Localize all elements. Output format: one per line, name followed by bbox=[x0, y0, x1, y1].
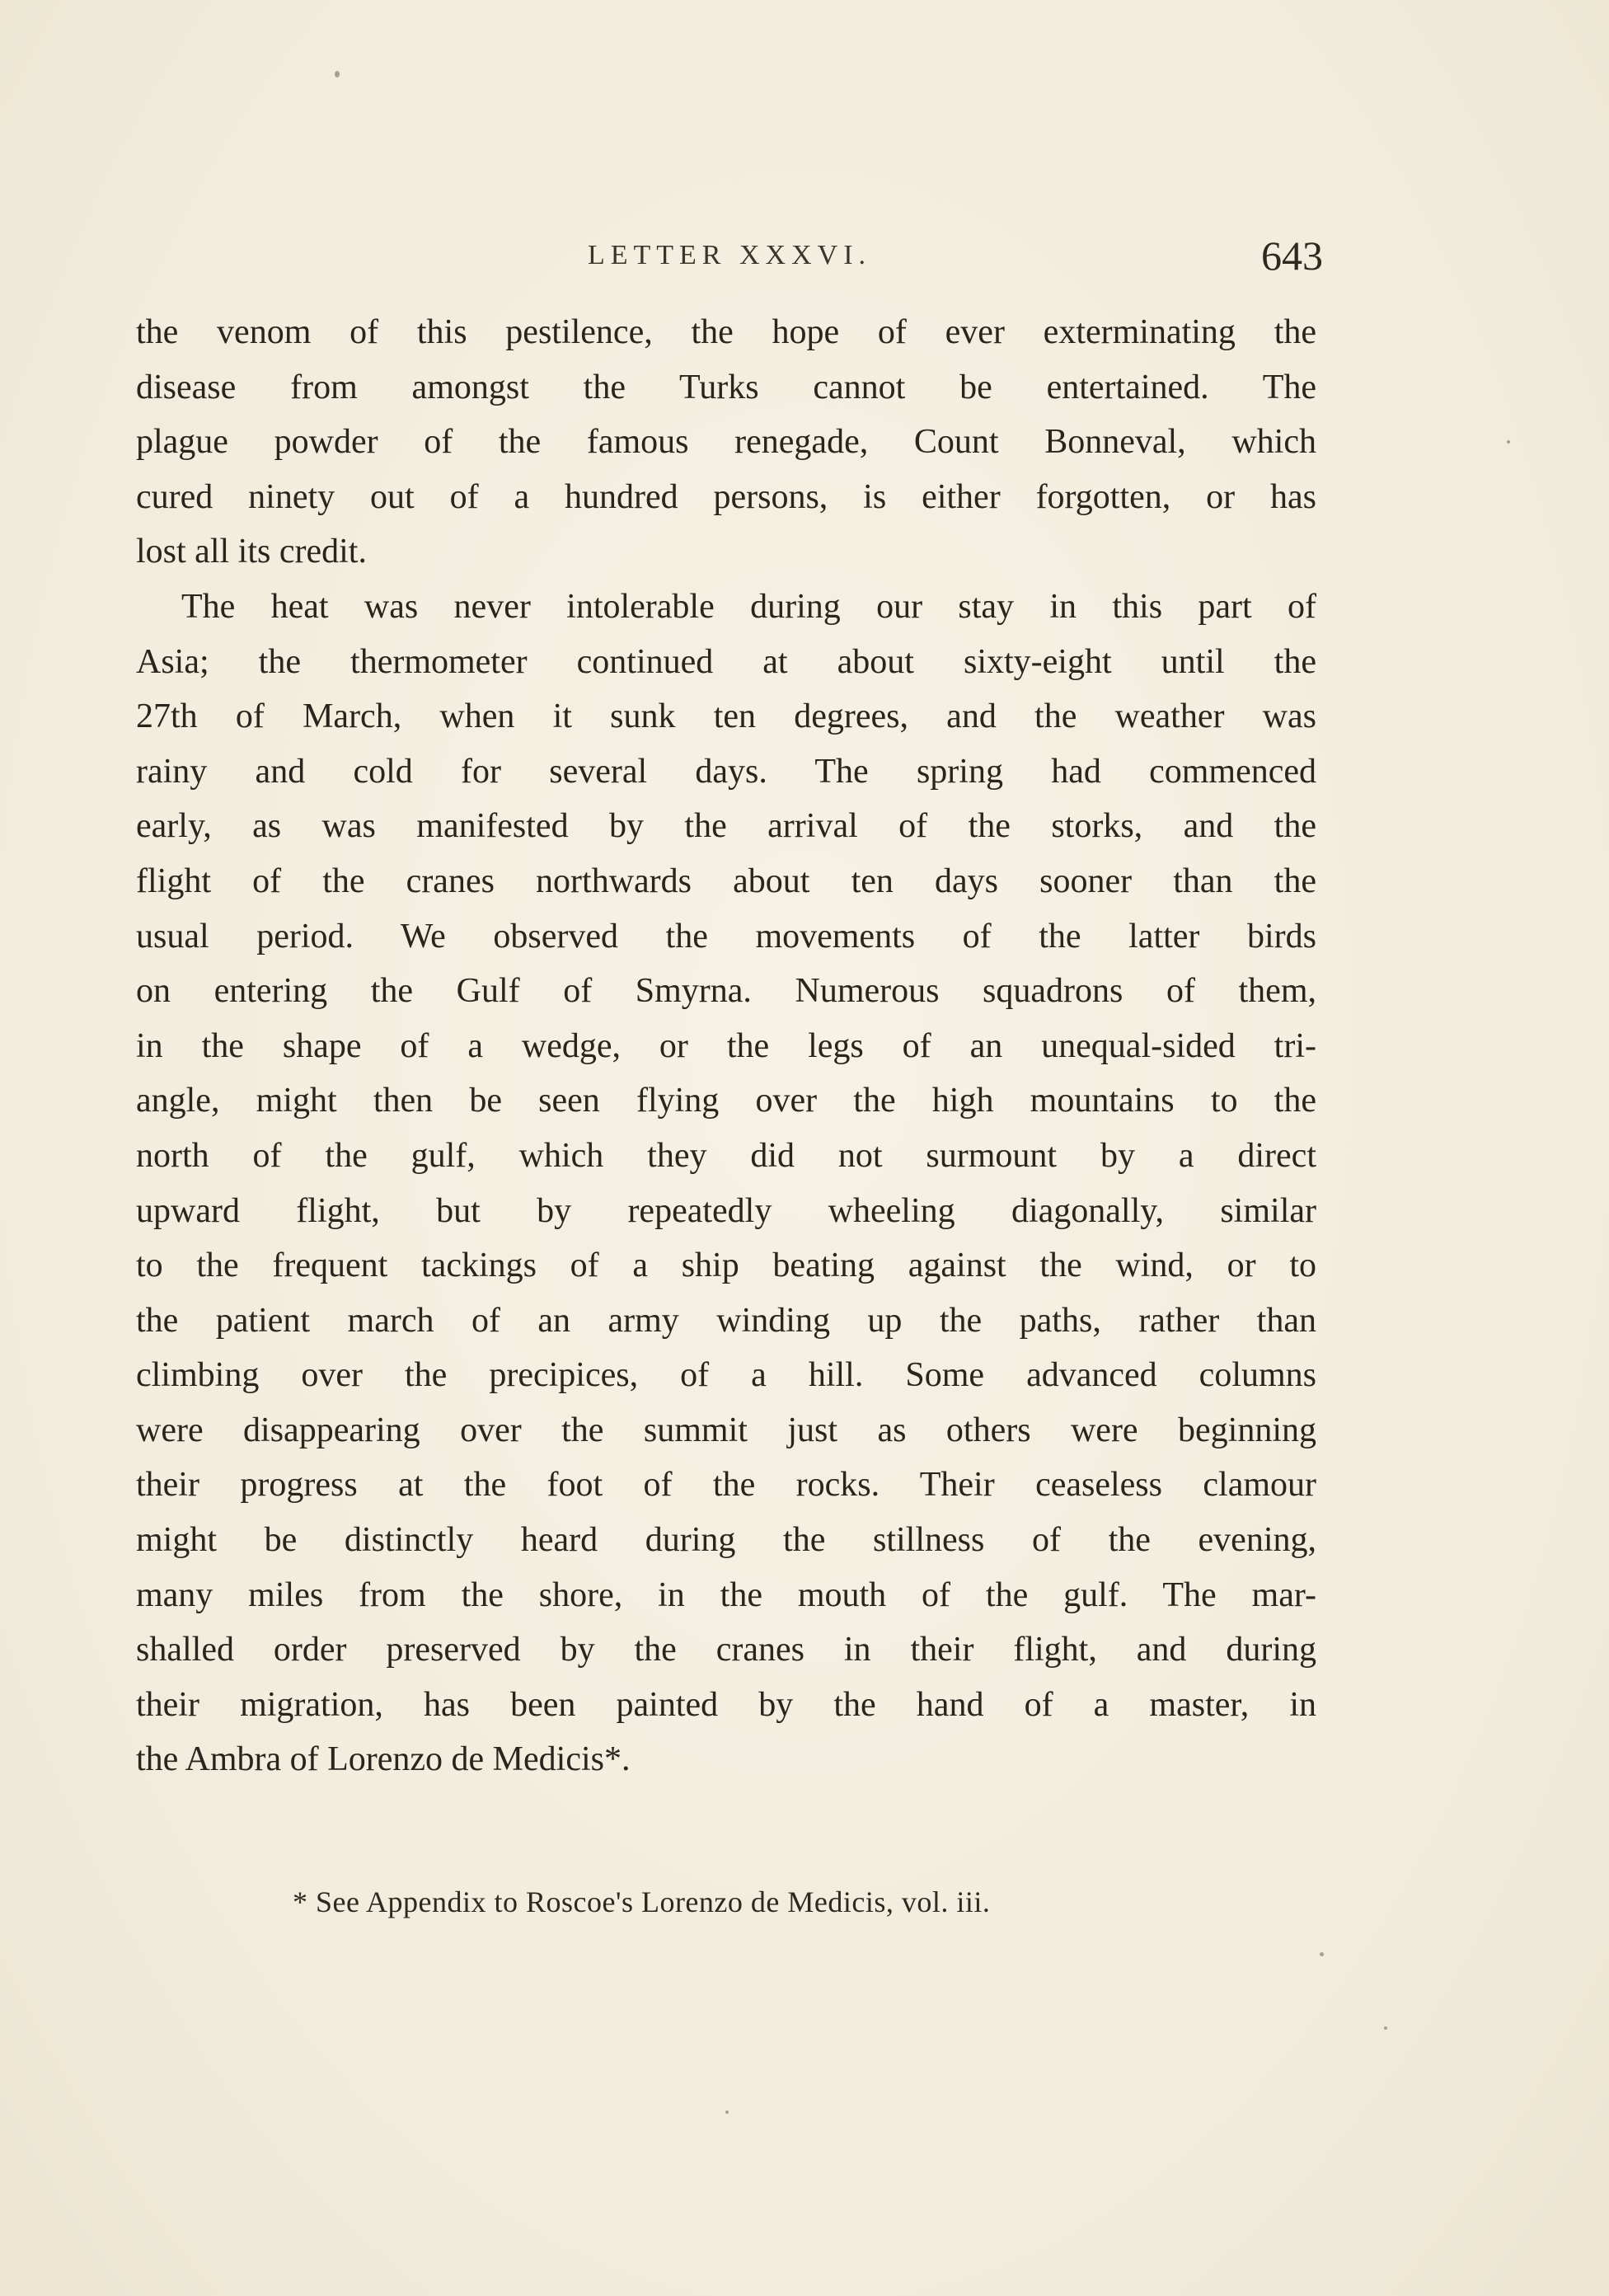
running-head bbox=[136, 231, 1323, 280]
footnote: * See Appendix to Roscoe's Lorenzo de Medicis, vol. iii. bbox=[293, 1885, 991, 1918]
text-line: early, as was manifested by the arrival of the storks, and the bbox=[136, 807, 1316, 846]
text-line: angle, might then be seen flying over the high mountains to the bbox=[136, 1082, 1316, 1120]
text-line: north of the gulf, which they did not surmount by a direct bbox=[136, 1136, 1316, 1175]
text-line: to the frequent tackings of a ship beating against the wind, or to bbox=[136, 1247, 1316, 1285]
text-line: Asia; the thermometer continued at about sixty-eight until the bbox=[136, 642, 1316, 681]
text-line: plague powder of the famous renegade, Count Bonneval, which bbox=[136, 423, 1316, 462]
text-line: shalled order preserved by the cranes in their flight, and during bbox=[136, 1631, 1316, 1669]
text-line: their migration, has been painted by the hand of a master, in bbox=[136, 1685, 1316, 1724]
text-line: usual period. We observed the movements of the latter birds bbox=[136, 917, 1316, 955]
text-line: flight of the cranes northwards about ten days sooner than the bbox=[136, 862, 1316, 900]
page-number: 643 bbox=[1261, 232, 1323, 279]
text-line: in the shape of a wedge, or the legs of an unequal-sided tri- bbox=[136, 1026, 1316, 1065]
text-line: might be distinctly heard during the stillness of the evening, bbox=[136, 1521, 1316, 1560]
body-text bbox=[136, 305, 1316, 1787]
text-line: climbing over the precipices, of a hill. Some advanced columns bbox=[136, 1356, 1316, 1395]
text-line: the patient march of an army winding up the paths, rather than bbox=[136, 1301, 1316, 1340]
text-line: were disappearing over the summit just as others were beginning bbox=[136, 1411, 1316, 1449]
paper-speck bbox=[725, 2111, 729, 2114]
text-line: The heat was never intolerable during our stay in this part of bbox=[181, 587, 1316, 626]
text-line: on entering the Gulf of Smyrna. Numerous squadrons of them, bbox=[136, 972, 1316, 1011]
text-line: their progress at the foot of the rocks. Their ceaseless clamour bbox=[136, 1466, 1316, 1505]
running-title: LETTER XXXVI. bbox=[587, 240, 872, 270]
text-line: the Ambra of Lorenzo de Medicis*. bbox=[136, 1740, 631, 1779]
paper-speck bbox=[1320, 1952, 1324, 1956]
text-line: disease from amongst the Turks cannot be entertained. The bbox=[136, 368, 1316, 406]
text-line: cured ninety out of a hundred persons, is either forgotten, or has bbox=[136, 477, 1316, 516]
text-line: upward flight, but by repeatedly wheeling diagonally, similar bbox=[136, 1191, 1316, 1230]
paper-speck bbox=[1384, 2026, 1387, 2030]
text-line: lost all its credit. bbox=[136, 533, 367, 571]
text-line: many miles from the shore, in the mouth of the gulf. The mar- bbox=[136, 1575, 1316, 1614]
text-line: 27th of March, when it sunk ten degrees, and the weather was bbox=[136, 697, 1316, 736]
text-line: rainy and cold for several days. The spring had commenced bbox=[136, 752, 1316, 791]
text-line: the venom of this pestilence, the hope of ever exterminating the bbox=[136, 313, 1316, 351]
paper-speck bbox=[1507, 440, 1510, 444]
paper-speck bbox=[335, 71, 340, 77]
